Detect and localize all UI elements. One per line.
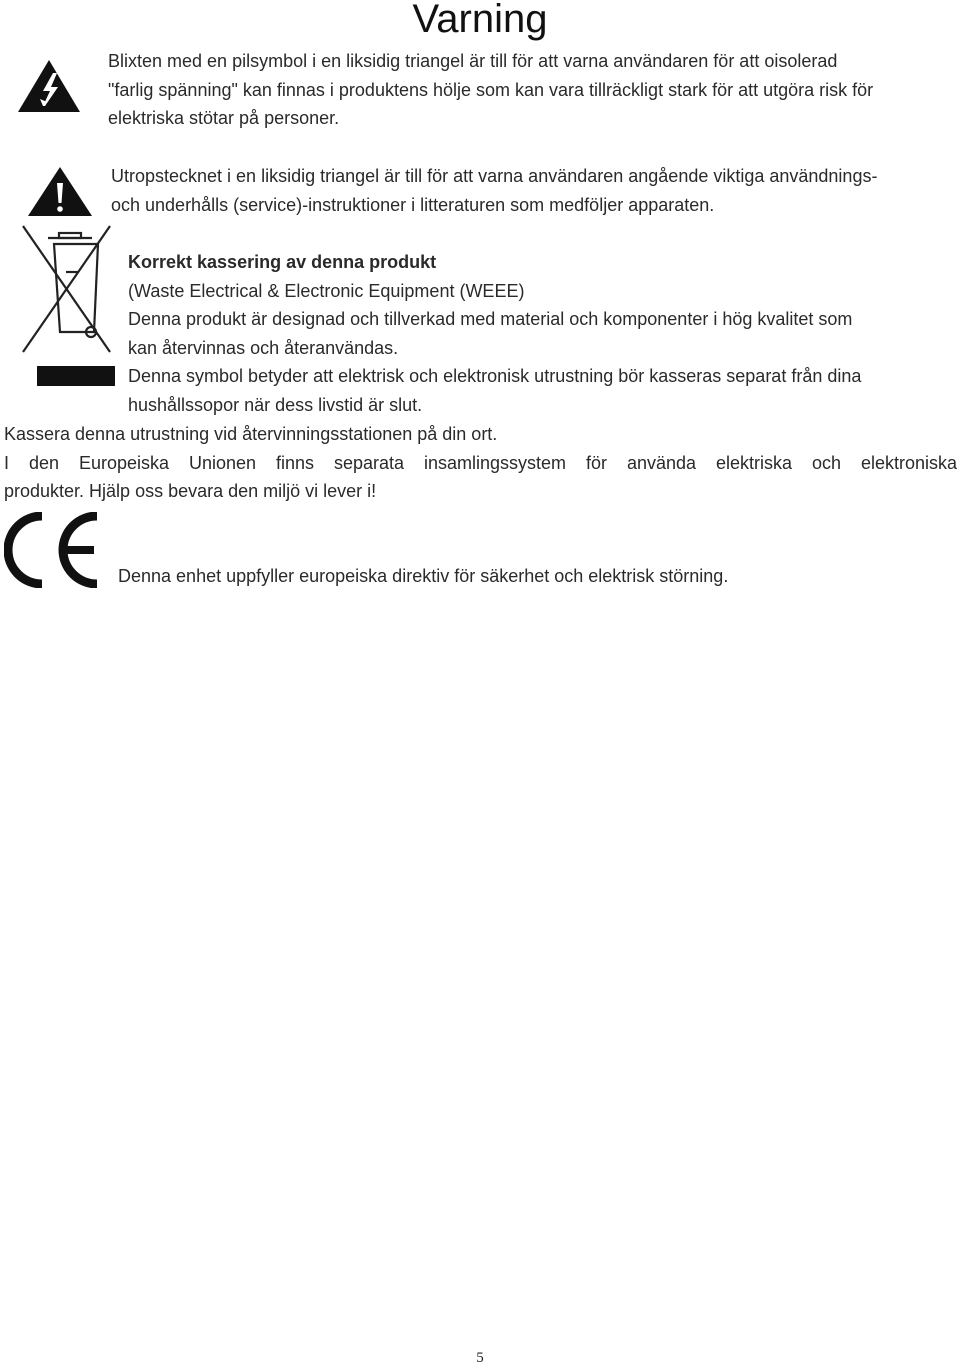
weee-heading: Korrekt kassering av denna produkt — [128, 252, 437, 272]
disposal-text — [4, 420, 957, 506]
lightning-warning-text — [108, 47, 873, 133]
text-line: I den Europeiska Unionen finns separata insamlingssystem för använda elektriska och elektroniska — [4, 452, 957, 473]
text-line: hushållssopor när dess livstid är slut. — [128, 394, 423, 415]
text-line: Kassera denna utrustning vid återvinningsstationen på din ort. — [4, 424, 498, 444]
text-line: Utropstecknet i en liksidig triangel är till för att varna användaren angående viktiga användnings- — [111, 166, 878, 186]
text-line: och underhålls (service)-instruktioner i litteraturen som medföljer apparaten. — [111, 194, 715, 215]
page-number: 5 — [476, 1350, 484, 1366]
weee-text — [128, 248, 861, 420]
lightning-warning-icon — [16, 58, 82, 114]
text-line: (Waste Electrical & Electronic Equipment (WEEE) — [128, 280, 525, 301]
text-line: Blixten med en pilsymbol i en liksidig triangel är till för att varna användaren för att oisolerad — [108, 51, 838, 71]
ce-text — [118, 562, 728, 591]
text-line: kan återvinnas och återanvändas. — [128, 337, 399, 358]
text-line: produkter. Hjälp oss bevara den miljö vi lever i! — [4, 481, 377, 502]
text-line: Denna symbol betyder att elektrisk och elektronisk utrustning bör kasseras separat från dina — [128, 366, 862, 387]
text-line: "farlig spänning" kan finnas i produktens hölje som kan vara tillräckligt stark för att utgöra risk för — [108, 79, 874, 100]
text-line: Denna enhet uppfyller europeiska direktiv för säkerhet och elektrisk störning. — [118, 566, 729, 586]
crossed-out-bin-icon — [18, 222, 118, 386]
text-line: elektriska stötar på personer. — [108, 108, 340, 129]
page-title: Varning — [412, 0, 548, 41]
ce-mark-icon — [4, 512, 102, 588]
text-line: Denna produkt är designad och tillverkad med material och komponenter i hög kvalitet som — [128, 309, 853, 330]
exclamation-warning-icon — [26, 166, 94, 218]
exclamation-warning-text — [111, 162, 877, 219]
